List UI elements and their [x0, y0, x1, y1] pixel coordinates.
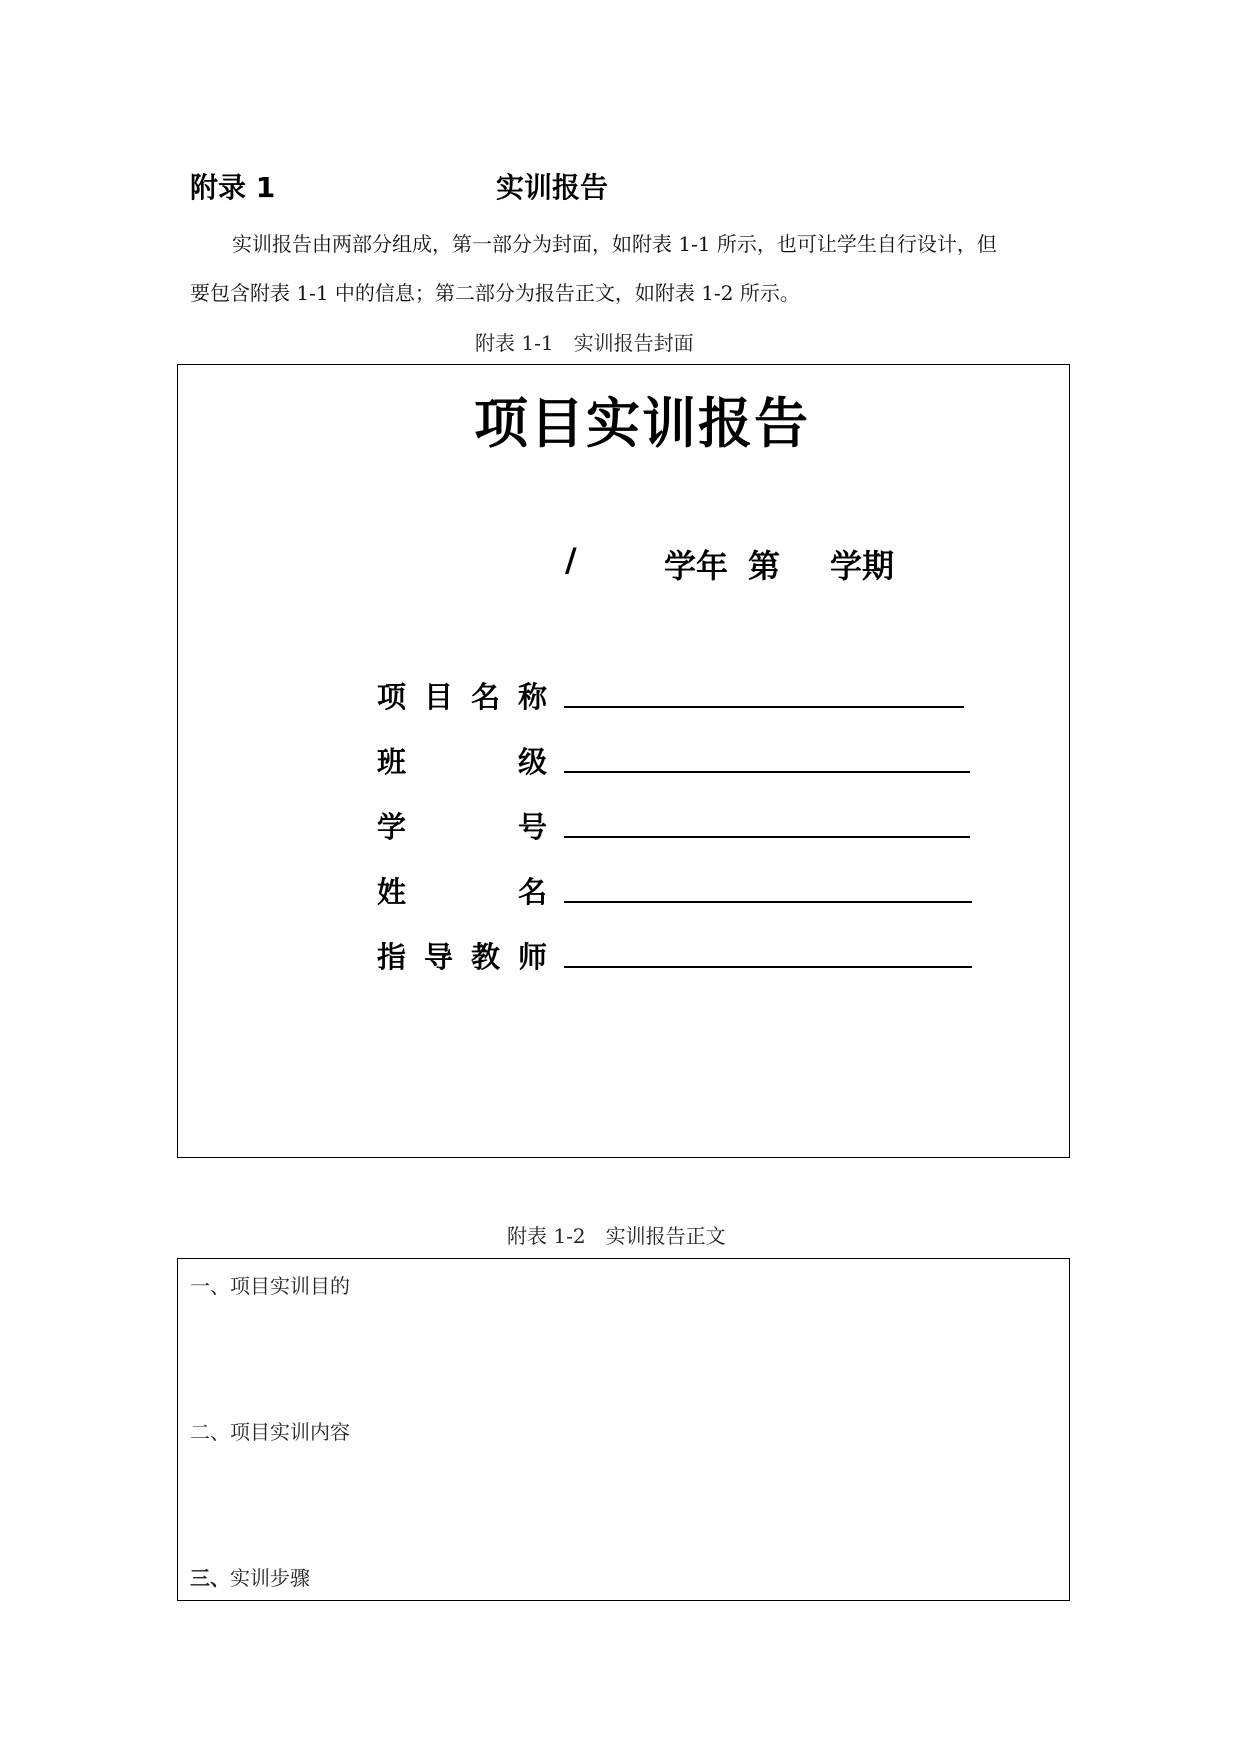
field-char: 导 — [424, 940, 454, 974]
name-input-line[interactable] — [564, 901, 972, 903]
section-steps — [190, 1562, 310, 1591]
field-char: 项 — [377, 680, 407, 714]
section-title: 项目实训目的 — [230, 1274, 350, 1298]
project-name-input-line[interactable] — [564, 706, 964, 708]
intro-line-2: 要包含附表 1-1 中的信息；第二部分为报告正文，如附表 1-2 所示。 — [190, 281, 800, 305]
appendix-label: 附录 1 — [190, 171, 276, 204]
field-char: 称 — [518, 680, 548, 714]
field-char: 教 — [471, 940, 501, 974]
section-title: 项目实训内容 — [230, 1420, 350, 1444]
field-char: 名 — [471, 680, 501, 714]
section-number: 一、 — [190, 1274, 230, 1298]
section-content — [190, 1416, 350, 1445]
field-char: 目 — [424, 680, 454, 714]
field-char: 指 — [377, 940, 407, 974]
cover-table — [177, 364, 1070, 1158]
appendix-title: 实训报告 — [496, 171, 609, 204]
section-purpose — [190, 1270, 350, 1299]
table1-caption: 附表 1-1 实训报告封面 — [475, 331, 694, 355]
section-number: 二、 — [190, 1420, 230, 1444]
field-char: 姓 — [377, 875, 407, 909]
advisor-input-line[interactable] — [564, 966, 972, 968]
term-year-text: 学年 — [664, 547, 729, 585]
table2-caption: 附表 1-2 实训报告正文 — [507, 1224, 726, 1248]
section-number: 三、 — [190, 1566, 230, 1590]
intro-line-1: 实训报告由两部分组成，第一部分为封面，如附表 1-1 所示，也可让学生自行设计，但 — [232, 232, 997, 256]
term-semester-text: 学期 — [830, 547, 895, 585]
field-char: 级 — [518, 745, 548, 779]
field-char: 名 — [518, 875, 548, 909]
term-di: 第 — [748, 547, 781, 585]
class-input-line[interactable] — [564, 771, 970, 773]
cover-title: 项目实训报告 — [474, 392, 810, 455]
student-id-input-line[interactable] — [564, 836, 970, 838]
field-char: 师 — [518, 940, 548, 974]
field-char: 号 — [518, 810, 548, 844]
field-char: 学 — [377, 810, 407, 844]
section-title: 实训步骤 — [230, 1566, 310, 1590]
term-slash: / — [565, 541, 577, 579]
field-char: 班 — [377, 745, 407, 779]
